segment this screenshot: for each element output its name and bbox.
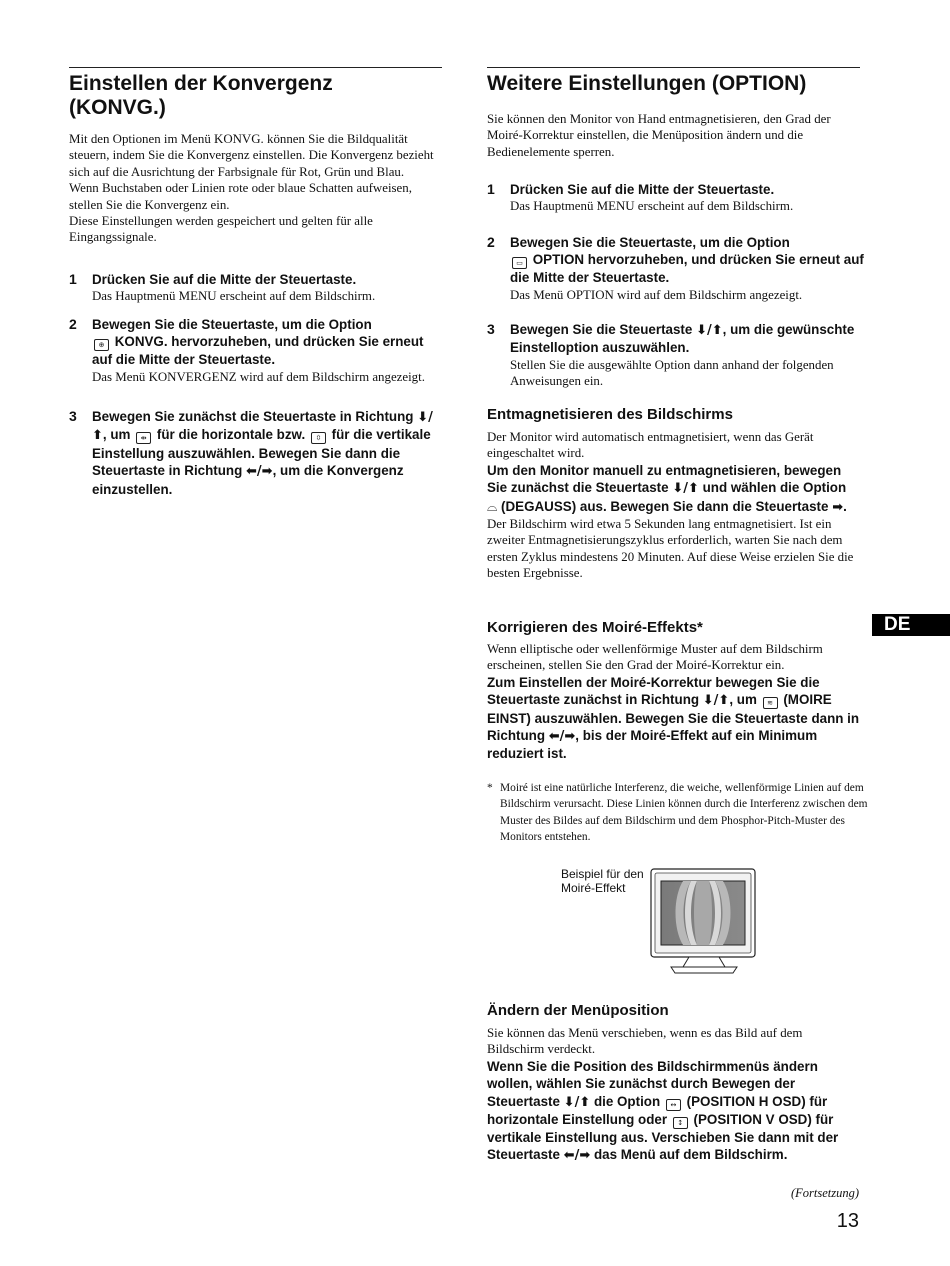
menu-position-intro: Sie können das Menü verschieben, wenn es das Bild auf dem Bildschirm verdeckt.	[487, 1026, 803, 1057]
left-column-rule	[69, 67, 442, 68]
toolbox-icon: ▭	[512, 257, 527, 269]
moire-text-b: , um	[729, 692, 757, 708]
left-right-arrow-icon: ⬅/➡	[548, 729, 576, 745]
right-step-3-instruction	[510, 321, 883, 357]
moire-heading: Korrigieren des Moiré-Effekts*	[487, 619, 703, 636]
osd-v-position-icon: ↕	[673, 1117, 688, 1129]
right-title: Weitere Einstellungen (OPTION)	[487, 72, 807, 95]
left-title-line2: (KONVG.)	[69, 96, 166, 119]
left-step-2-instruction	[92, 316, 444, 369]
degauss-result: Der Bildschirm wird etwa 5 Sekunden lang entmagnetisiert. Ist ein zweiter Entmagnetisierungszyklus erforderlich, warten Sie nach dem ersten Zyklus mindestens 20 Minuten. Auf diese Weise erzielen Sie die besten Ergebnisse.	[487, 517, 854, 581]
left-step-1-instruction: Drücken Sie auf die Mitte der Steuertaste.	[92, 272, 357, 287]
degauss-text-a: Um den Monitor manuell zu entmagnetisieren, bewegen Sie zunächst die Steuertaste	[487, 462, 842, 496]
right-step-3-text-a: Bewegen Sie die Steuertaste	[510, 322, 693, 337]
moire-text-d: , bis der Moiré-Effekt auf ein Minimum reduziert ist.	[487, 728, 818, 762]
osd-h-position-icon: ↔	[666, 1099, 681, 1111]
menupos-text-d: (POSITION V OSD) für vertikale Einstellung aus. Verschieben Sie dann mit der Steuertaste	[487, 1112, 839, 1163]
menupos-text-a: Wenn Sie die Position des Bildschirmmenüs ändern wollen, wählen Sie zunächst durch Bewegen der Steuertaste	[487, 1058, 818, 1109]
moire-text-a: Zum Einstellen der Moiré-Korrektur bewegen Sie die Steuertaste zunächst in Richtung	[487, 674, 820, 708]
footnote-marker: *	[487, 782, 493, 794]
figure-label-line1: Beispiel für den	[561, 867, 644, 881]
left-step-3-number: 3	[69, 408, 77, 424]
right-step-1-number: 1	[487, 181, 495, 197]
monitor-neck	[683, 957, 725, 967]
left-intro-p2: Wenn Buchstaben oder Linien rote oder blaue Schatten aufweisen, stellen Sie die Konvergenz ein.	[69, 181, 412, 212]
degauss-instruction: Um den Monitor manuell zu entmagnetisieren, bewegen Sie zunächst die Steuertaste ⬇/⬆ und wählen die Option ⌓ (DEGAUSS) aus. Bewegen Sie dann die Steuertaste ➡.	[487, 462, 847, 515]
right-step-2-result: Das Menü OPTION wird auf dem Bildschirm angezeigt.	[510, 287, 803, 302]
left-step-3-text-d: für die vertikale Einstellung auszuwählen. Bewegen Sie dann die Steuertaste in Richtung	[92, 427, 431, 479]
right-step-2-text-b: OPTION hervorzuheben, und drücken Sie erneut auf die Mitte der Steuertaste.	[510, 252, 864, 286]
left-intro-p1: Mit den Optionen im Menü KONVG. können Sie die Bildqualität steuern, indem Sie die Konvergenz einstellen. Die Konvergenz bezieht sich auf die Ausrichtung der Farbsignale für Rot, Grün und Blau.	[69, 132, 434, 179]
moire-text-c: (MOIRE EINST) auszuwählen. Bewegen Sie die Steuertaste dann in Richtung	[487, 692, 860, 744]
left-right-arrow-icon: ⬅/➡	[246, 464, 273, 480]
left-section-title	[69, 72, 442, 120]
left-step-2-text-b: KONVG. hervorzuheben, und drücken Sie erneut auf die Mitte der Steuertaste.	[92, 334, 424, 368]
moire-icon: ≋	[763, 697, 778, 709]
right-section-title	[487, 72, 860, 96]
left-intro	[69, 131, 447, 246]
down-up-arrow-icon: ⬇/⬆	[92, 410, 433, 444]
right-step-2	[487, 234, 883, 303]
left-intro-p3: Diese Einstellungen werden gespeichert und gelten für alle Eingangssignale.	[69, 214, 373, 245]
left-step-3-text-a: Bewegen Sie zunächst die Steuertaste in Richtung	[92, 409, 414, 424]
menu-position-section	[487, 1002, 860, 1165]
left-step-1-result: Das Hauptmenü MENU erscheint auf dem Bildschirm.	[92, 289, 376, 304]
left-step-1-number: 1	[69, 271, 77, 287]
left-right-arrow-icon: ⬅/➡	[563, 1148, 591, 1164]
figure-label-line2: Moiré-Effekt	[561, 881, 626, 895]
right-step-3-result: Stellen Sie die ausgewählte Option dann anhand der folgenden Anweisungen ein.	[510, 357, 834, 389]
menupos-text-e: das Menü auf dem Bildschirm.	[593, 1147, 788, 1163]
right-step-3-number: 3	[487, 321, 495, 337]
down-up-arrow-icon: ⬇/⬆	[672, 481, 699, 497]
degauss-text-b: und wählen die Option	[702, 480, 847, 496]
down-up-arrow-icon: ⬇/⬆	[696, 323, 723, 338]
moire-monitor-illustration	[649, 867, 759, 977]
degauss-intro: Der Monitor wird automatisch entmagnetisiert, wenn das Gerät eingeschaltet wird.	[487, 430, 814, 461]
right-step-1-instruction: Drücken Sie auf die Mitte der Steuertaste.	[510, 182, 775, 197]
left-step-2-result: Das Menü KONVERGENZ wird auf dem Bildschirm angezeigt.	[92, 369, 425, 384]
convergence-icon: ⊕	[94, 339, 109, 351]
vertical-convergence-icon: ⇳	[311, 432, 326, 444]
degauss-text-c: (DEGAUSS) aus. Bewegen Sie dann die Steuertaste	[501, 498, 829, 514]
down-up-arrow-icon: ⬇/⬆	[702, 693, 730, 709]
footnote-text: Moiré ist eine natürliche Interferenz, die weiche, wellenförmige Linien auf dem Bildschirm verursacht. Diese Linien können durch die Interferenz zwischen dem Muster des Bildes auf dem Bildschirm und dem Phosphor-Pitch-Muster des Monitors entstehen.	[500, 782, 868, 843]
degauss-section	[487, 406, 860, 582]
left-step-3-instruction	[92, 408, 444, 498]
figure-label	[561, 867, 644, 895]
menupos-text-b: die Option	[593, 1093, 661, 1109]
right-arrow-icon: ➡	[832, 499, 844, 515]
left-step-2-text-a: Bewegen Sie die Steuertaste, um die Option	[92, 317, 372, 332]
horizontal-convergence-icon: ⇹	[136, 432, 151, 444]
degauss-heading: Entmagnetisieren des Bildschirms	[487, 406, 733, 423]
left-step-3-text-b: , um	[102, 427, 131, 443]
moire-intro: Wenn elliptische oder wellenförmige Muster auf dem Bildschirm erscheinen, stellen Sie den Grad der Moiré-Korrektur ein.	[487, 642, 823, 673]
language-tab: DE	[872, 614, 950, 636]
left-step-3	[69, 408, 444, 498]
right-intro: Sie können den Monitor von Hand entmagnetisieren, den Grad der Moiré-Korrektur einstellen, die Menüposition ändern und die Bedienelemente sperren.	[487, 112, 831, 159]
menu-position-instruction	[487, 1058, 860, 1165]
moire-footnote	[487, 780, 873, 845]
right-step-2-instruction	[510, 234, 883, 287]
menu-position-heading: Ändern der Menüposition	[487, 1002, 669, 1019]
left-step-1	[69, 271, 444, 305]
continued-note: (Fortsetzung)	[790, 1186, 859, 1200]
down-up-arrow-icon: ⬇/⬆	[563, 1094, 591, 1110]
monitor-stand	[671, 967, 737, 973]
right-step-2-number: 2	[487, 234, 495, 250]
right-step-3-text-b: , um die gewünschte Einstelloption auszuwählen.	[510, 322, 855, 356]
right-step-3	[487, 321, 883, 390]
left-step-3-text-c: für die horizontale bzw.	[156, 427, 306, 443]
right-column-rule	[487, 67, 860, 68]
menupos-text-c: (POSITION H OSD) für horizontale Einstellung oder	[487, 1093, 828, 1128]
right-step-1	[487, 181, 883, 215]
moire-section	[487, 619, 860, 763]
moire-instruction	[487, 674, 860, 763]
right-step-1-result: Das Hauptmenü MENU erscheint auf dem Bildschirm.	[510, 199, 794, 214]
left-step-2-number: 2	[69, 316, 77, 332]
left-step-2	[69, 316, 444, 385]
right-step-2-text-a: Bewegen Sie die Steuertaste, um die Option	[510, 235, 790, 250]
page-number: 13	[836, 1210, 859, 1232]
left-step-3-text-e: , um die Konvergenz einzustellen.	[92, 463, 404, 497]
degauss-icon: ⌓	[487, 499, 498, 515]
left-title-line1: Einstellen der Konvergenz	[69, 72, 333, 95]
